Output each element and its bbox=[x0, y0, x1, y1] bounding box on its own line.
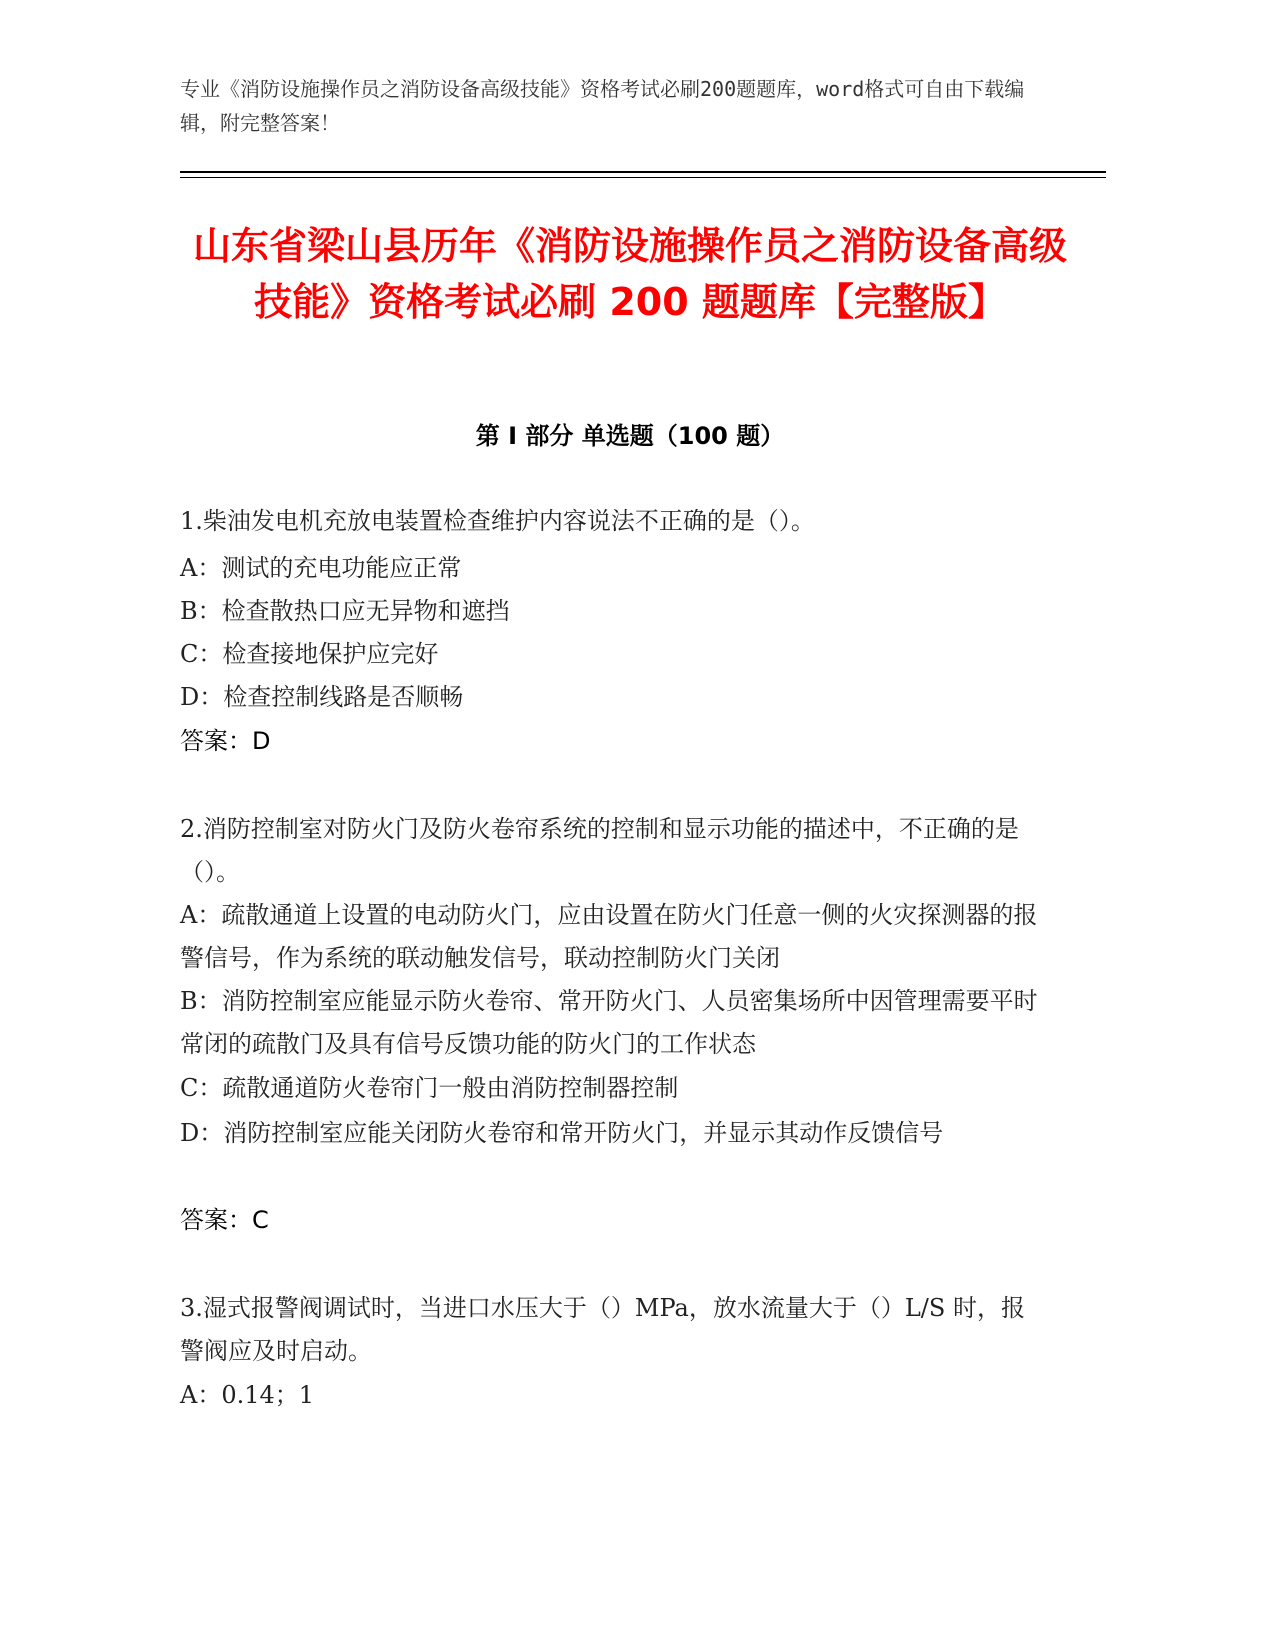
question-1-option-c: C：检查接地保护应完好 bbox=[180, 640, 439, 668]
question-3-option-a: A：0.14；1 bbox=[180, 1381, 315, 1409]
question-3-stem: 3.湿式报警阀调试时，当进口水压大于（）MPa，放水流量大于（）L/S 时，报警阀应及时启动。 bbox=[180, 1294, 1025, 1365]
question-1-option-d: D：检查控制线路是否顺畅 bbox=[180, 683, 464, 711]
question-1-answer: 答案：D bbox=[180, 727, 271, 755]
question-1-stem: 1.柴油发电机充放电装置检查维护内容说法不正确的是（）。 bbox=[180, 507, 815, 535]
question-2-option-b: B：消防控制室应能显示防火卷帘、常开防火门、人员密集场所中因管理需要平时常闭的疏散门及具有信号反馈功能的防火门的工作状态 bbox=[180, 987, 1038, 1058]
header-divider-thin bbox=[180, 177, 1106, 178]
question-1-option-a: A：测试的充电功能应正常 bbox=[180, 554, 462, 582]
question-2-option-c: C：疏散通道防火卷帘门一般由消防控制器控制 bbox=[180, 1074, 679, 1102]
question-1-option-b: B：检查散热口应无异物和遮挡 bbox=[180, 597, 510, 625]
question-2-stem: 2.消防控制室对防火门及防火卷帘系统的控制和显示功能的描述中，不正确的是（）。 bbox=[180, 815, 1019, 886]
question-2-answer: 答案：C bbox=[180, 1206, 269, 1234]
document-title: 山东省梁山县历年《消防设施操作员之消防设备高级技能》资格考试必刷 200 题题库【完整版】 bbox=[192, 224, 1067, 324]
question-2-option-d: D：消防控制室应能关闭防火卷帘和常开防火门，并显示其动作反馈信号 bbox=[180, 1119, 944, 1147]
section-heading: 第 I 部分 单选题（100 题） bbox=[475, 422, 785, 450]
question-2-option-a: A：疏散通道上设置的电动防火门，应由设置在防火门任意一侧的火灾探测器的报警信号，作为系统的联动触发信号，联动控制防火门关闭 bbox=[180, 901, 1038, 972]
header-note: 专业《消防设施操作员之消防设备高级技能》资格考试必刷200题题库，word格式可自由下载编辑，附完整答案！ bbox=[180, 77, 1025, 135]
header-divider-thick bbox=[180, 171, 1106, 173]
